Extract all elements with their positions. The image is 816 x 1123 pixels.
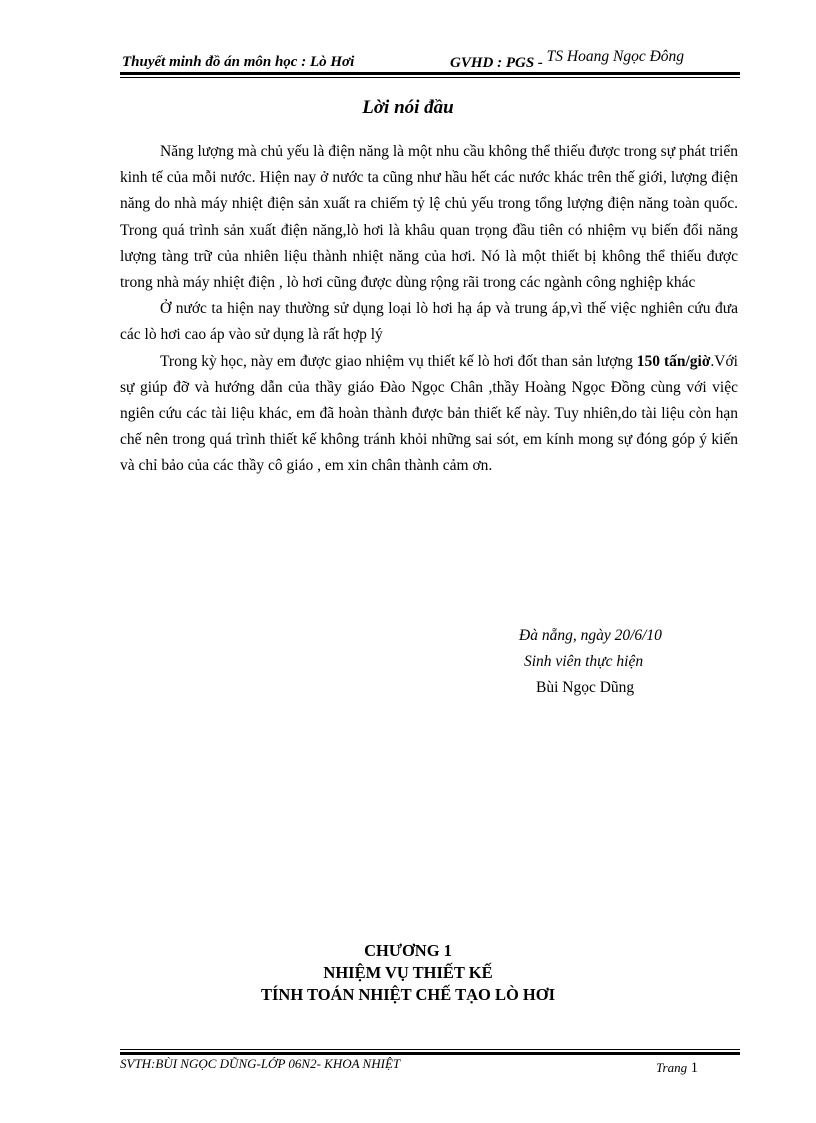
header-rule-thick [120, 72, 740, 75]
chapter-heading [0, 940, 816, 1006]
header-course-title: Thuyết minh đồ án môn học : Lò Hơi [122, 54, 355, 70]
header-advisor-name: TS Hoang Ngọc Đông [546, 48, 685, 65]
signature-place-date: Đà nẵng, ngày 20/6/10 [519, 627, 662, 644]
chapter-subtitle-2: TÍNH TOÁN NHIỆT CHẾ TẠO LÒ HƠI [260, 985, 556, 1004]
body-text [120, 139, 738, 480]
footer-rule-thin [120, 1049, 740, 1050]
paragraph-3-before: Trong kỳ học, này em được giao nhiệm vụ thiết kế lò hơi đốt than sản lượng [160, 352, 637, 370]
header-rule-thin [120, 77, 740, 78]
header-advisor-prefix: GVHD : PGS - [450, 55, 543, 71]
footer-rule-thick [120, 1052, 740, 1055]
header-advisor [450, 48, 685, 72]
footer-page-number: 1 [690, 1060, 698, 1076]
signature-name: Bùi Ngọc Dũng [536, 679, 635, 696]
footer-page-label: Trang [656, 1060, 688, 1075]
footer-page [656, 1060, 698, 1077]
paragraph-3 [120, 349, 738, 480]
paragraph-1: Năng lượng mà chủ yếu là điện năng là một nhu cầu không thể thiếu được trong sự phát triển kinh tế của mỗi nước. Hiện nay ở nước ta cũng như hầu hết các nước khác trên thế giới, lượng điện năng do nhà máy nhiệt điện sản xuất ra chiếm tỷ lệ chủ yếu trong tổng lượng điện năng toàn quốc. Trong quá trình sản xuất điện năng,lò hơi là khâu quan trọng đầu tiên có nhiệm vụ biến đổi năng lượng tàng trữ của nhiên liệu thành nhiệt năng của hơi. Nó là một thiết bị không thể thiếu được trong nhà máy nhiệt điện , lò hơi cũng được dùng rộng rãi trong các ngành công nghiệp khác [120, 143, 738, 292]
footer-student-info: SVTH:BÙI NGỌC DŨNG-LỚP 06N2- KHOA NHIỆT [120, 1056, 401, 1071]
chapter-number: CHƯƠNG 1 [364, 941, 452, 960]
paragraph-3-after: .Với sự giúp đỡ và hướng dẫn của thầy giáo Đào Ngọc Chân ,thầy Hoàng Ngọc Đồng cùng với việc ngiên cứu các tài liệu khác, em đã hoàn thành được bản thiết kế này. Tuy nhiên,do tài liệu còn hạn chế nên trong quá trình thiết kế không tránh khỏi những sai sót, em kính mong sự đóng góp ý kiến và chỉ bảo của các thầy cô giáo , em xin chân thành cảm ơn. [120, 352, 738, 475]
page-header [120, 50, 740, 72]
paragraph-2: Ở nước ta hiện nay thường sử dụng loại lò hơi hạ áp và trung áp,vì thế việc nghiên cứu đưa các lò hơi cao áp vào sử dụng là rất hợp lý [120, 300, 738, 344]
signature-role: Sinh viên thực hiện [524, 653, 644, 670]
page-title: Lời nói đầu [362, 97, 454, 118]
chapter-subtitle-1: NHIỆM VỤ THIẾT KẾ [323, 963, 493, 982]
production-capacity: 150 tấn/giờ [636, 352, 711, 370]
